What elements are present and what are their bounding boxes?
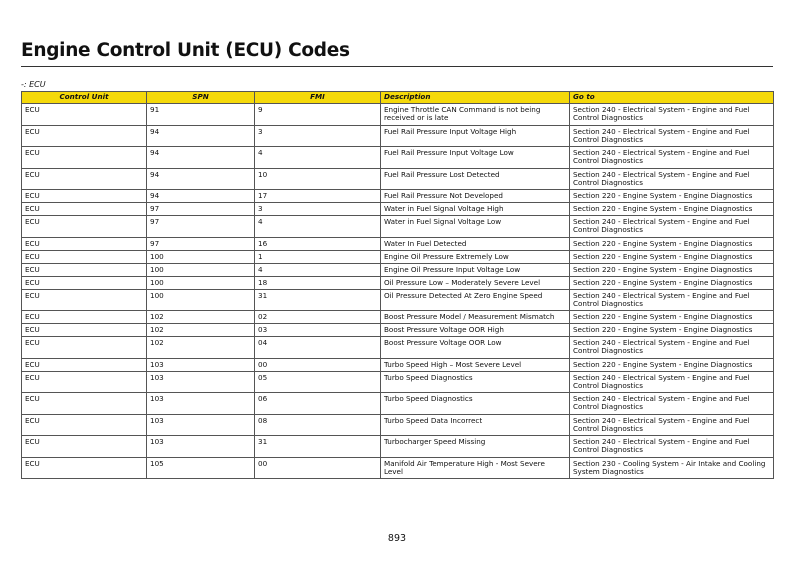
table-row — [22, 289, 774, 311]
table-body — [22, 104, 774, 479]
cell-description: Turbo Speed Data Incorrect — [381, 414, 570, 436]
cell-spn: 97 — [147, 203, 255, 216]
table-row — [22, 216, 774, 238]
cell-fmi: 03 — [255, 324, 381, 337]
cell-spn: 105 — [147, 457, 255, 479]
cell-fmi: 16 — [255, 237, 381, 250]
cell-description: Manifold Air Temperature High - Most Severe Level — [381, 457, 570, 479]
cell-fmi: 1 — [255, 250, 381, 263]
cell-goto: Section 220 - Engine System - Engine Diagnostics — [570, 190, 774, 203]
page-number: 893 — [387, 533, 407, 544]
cell-control-unit: ECU — [22, 250, 147, 263]
table-row — [22, 190, 774, 203]
cell-control-unit: ECU — [22, 104, 147, 126]
cell-goto: Section 240 - Electrical System - Engine and Fuel Control Diagnostics — [570, 371, 774, 393]
cell-control-unit: ECU — [22, 216, 147, 238]
cell-control-unit: ECU — [22, 358, 147, 371]
cell-spn: 94 — [147, 190, 255, 203]
title-divider — [21, 66, 773, 67]
cell-description: Boost Pressure Voltage OOR Low — [381, 337, 570, 359]
cell-description: Boost Pressure Model / Measurement Mismatch — [381, 311, 570, 324]
cell-description: Oil Pressure Low – Moderately Severe Level — [381, 276, 570, 289]
cell-description: Oil Pressure Detected At Zero Engine Speed — [381, 289, 570, 311]
table-row — [22, 414, 774, 436]
cell-fmi: 08 — [255, 414, 381, 436]
header-fmi: FMI — [255, 92, 381, 104]
table-row — [22, 104, 774, 126]
cell-control-unit: ECU — [22, 237, 147, 250]
ecu-codes-table — [21, 91, 774, 479]
cell-control-unit: ECU — [22, 337, 147, 359]
cell-description: Engine Oil Pressure Input Voltage Low — [381, 263, 570, 276]
cell-control-unit: ECU — [22, 276, 147, 289]
cell-description: Turbo Speed Diagnostics — [381, 393, 570, 415]
cell-goto: Section 240 - Electrical System - Engine and Fuel Control Diagnostics — [570, 216, 774, 238]
table-row — [22, 237, 774, 250]
cell-goto: Section 220 - Engine System - Engine Diagnostics — [570, 358, 774, 371]
cell-fmi: 31 — [255, 289, 381, 311]
table-header-row — [22, 92, 774, 104]
cell-fmi: 31 — [255, 436, 381, 458]
cell-spn: 102 — [147, 324, 255, 337]
cell-goto: Section 220 - Engine System - Engine Diagnostics — [570, 324, 774, 337]
cell-spn: 94 — [147, 168, 255, 190]
cell-description: Turbo Speed High – Most Severe Level — [381, 358, 570, 371]
cell-control-unit: ECU — [22, 324, 147, 337]
cell-spn: 97 — [147, 216, 255, 238]
cell-description: Water in Fuel Signal Voltage Low — [381, 216, 570, 238]
cell-control-unit: ECU — [22, 457, 147, 479]
cell-goto: Section 220 - Engine System - Engine Diagnostics — [570, 263, 774, 276]
table-row — [22, 147, 774, 169]
cell-description: Engine Throttle CAN Command is not being received or is late — [381, 104, 570, 126]
cell-description: Fuel Rail Pressure Lost Detected — [381, 168, 570, 190]
cell-fmi: 04 — [255, 337, 381, 359]
table-row — [22, 371, 774, 393]
cell-goto: Section 220 - Engine System - Engine Diagnostics — [570, 276, 774, 289]
cell-fmi: 18 — [255, 276, 381, 289]
cell-fmi: 4 — [255, 147, 381, 169]
cell-fmi: 02 — [255, 311, 381, 324]
cell-description: Fuel Rail Pressure Input Voltage High — [381, 125, 570, 147]
table-row — [22, 203, 774, 216]
table-row — [22, 337, 774, 359]
cell-goto: Section 240 - Electrical System - Engine and Fuel Control Diagnostics — [570, 414, 774, 436]
cell-control-unit: ECU — [22, 414, 147, 436]
cell-spn: 100 — [147, 263, 255, 276]
cell-spn: 103 — [147, 393, 255, 415]
cell-goto: Section 220 - Engine System - Engine Diagnostics — [570, 250, 774, 263]
table-row — [22, 168, 774, 190]
table-row — [22, 324, 774, 337]
cell-control-unit: ECU — [22, 125, 147, 147]
cell-control-unit: ECU — [22, 263, 147, 276]
cell-spn: 94 — [147, 125, 255, 147]
cell-description: Water In Fuel Detected — [381, 237, 570, 250]
cell-goto: Section 240 - Electrical System - Engine and Fuel Control Diagnostics — [570, 436, 774, 458]
cell-fmi: 10 — [255, 168, 381, 190]
header-spn: SPN — [147, 92, 255, 104]
cell-goto: Section 240 - Electrical System - Engine and Fuel Control Diagnostics — [570, 337, 774, 359]
cell-spn: 94 — [147, 147, 255, 169]
cell-spn: 103 — [147, 436, 255, 458]
cell-spn: 102 — [147, 337, 255, 359]
cell-goto: Section 230 - Cooling System - Air Intake and Cooling System Diagnostics — [570, 457, 774, 479]
section-subtitle: -: ECU — [21, 80, 46, 89]
cell-fmi: 3 — [255, 125, 381, 147]
cell-goto: Section 240 - Electrical System - Engine and Fuel Control Diagnostics — [570, 104, 774, 126]
table-row — [22, 263, 774, 276]
table-row — [22, 311, 774, 324]
cell-spn: 100 — [147, 289, 255, 311]
cell-spn: 100 — [147, 276, 255, 289]
header-control-unit: Control Unit — [22, 92, 147, 104]
cell-fmi: 05 — [255, 371, 381, 393]
table-row — [22, 393, 774, 415]
table-row — [22, 358, 774, 371]
header-goto: Go to — [570, 92, 774, 104]
cell-fmi: 17 — [255, 190, 381, 203]
cell-fmi: 00 — [255, 457, 381, 479]
page-title: Engine Control Unit (ECU) Codes — [21, 40, 350, 61]
header-description: Description — [381, 92, 570, 104]
cell-goto: Section 220 - Engine System - Engine Diagnostics — [570, 311, 774, 324]
cell-control-unit: ECU — [22, 311, 147, 324]
cell-description: Fuel Rail Pressure Not Developed — [381, 190, 570, 203]
cell-spn: 103 — [147, 371, 255, 393]
cell-control-unit: ECU — [22, 168, 147, 190]
table-row — [22, 457, 774, 479]
cell-spn: 100 — [147, 250, 255, 263]
cell-control-unit: ECU — [22, 147, 147, 169]
table-row — [22, 276, 774, 289]
cell-control-unit: ECU — [22, 203, 147, 216]
cell-goto: Section 220 - Engine System - Engine Diagnostics — [570, 203, 774, 216]
cell-spn: 97 — [147, 237, 255, 250]
cell-spn: 91 — [147, 104, 255, 126]
cell-spn: 103 — [147, 358, 255, 371]
cell-fmi: 4 — [255, 263, 381, 276]
cell-control-unit: ECU — [22, 371, 147, 393]
cell-spn: 103 — [147, 414, 255, 436]
cell-fmi: 9 — [255, 104, 381, 126]
cell-goto: Section 240 - Electrical System - Engine and Fuel Control Diagnostics — [570, 147, 774, 169]
table-row — [22, 250, 774, 263]
cell-fmi: 06 — [255, 393, 381, 415]
cell-control-unit: ECU — [22, 393, 147, 415]
cell-description: Engine Oil Pressure Extremely Low — [381, 250, 570, 263]
cell-fmi: 00 — [255, 358, 381, 371]
cell-fmi: 4 — [255, 216, 381, 238]
cell-control-unit: ECU — [22, 436, 147, 458]
cell-goto: Section 220 - Engine System - Engine Diagnostics — [570, 237, 774, 250]
cell-control-unit: ECU — [22, 190, 147, 203]
cell-description: Boost Pressure Voltage OOR High — [381, 324, 570, 337]
table-row — [22, 125, 774, 147]
cell-spn: 102 — [147, 311, 255, 324]
cell-control-unit: ECU — [22, 289, 147, 311]
cell-goto: Section 240 - Electrical System - Engine and Fuel Control Diagnostics — [570, 125, 774, 147]
cell-description: Fuel Rail Pressure Input Voltage Low — [381, 147, 570, 169]
cell-goto: Section 240 - Electrical System - Engine and Fuel Control Diagnostics — [570, 168, 774, 190]
cell-fmi: 3 — [255, 203, 381, 216]
cell-goto: Section 240 - Electrical System - Engine and Fuel Control Diagnostics — [570, 393, 774, 415]
table-row — [22, 436, 774, 458]
cell-description: Turbo Speed Diagnostics — [381, 371, 570, 393]
cell-goto: Section 240 - Electrical System - Engine and Fuel Control Diagnostics — [570, 289, 774, 311]
cell-description: Turbocharger Speed Missing — [381, 436, 570, 458]
cell-description: Water in Fuel Signal Voltage High — [381, 203, 570, 216]
